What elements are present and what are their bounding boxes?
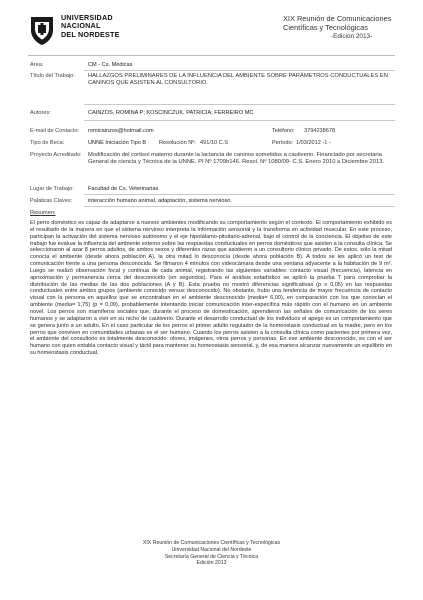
footer-line1: XIX Reunión de Comunicaciones Científicas y Tecnológicas (142, 540, 281, 546)
divider (84, 70, 395, 71)
summary-label: Resumen: (30, 210, 56, 216)
beca-value: UNNE Iniciación Tipo B (88, 140, 147, 146)
authors-label: Autores: (30, 110, 51, 116)
title-value: HALLAZGOS PRELIMINARES DE LA INFLUENCIA DEL AMBIENTE SOBRE PARÁMETROS CONDUCTUALES EN CANINOS QUE ASISTEN AL CONSULTORIO. (88, 73, 388, 86)
area-label: Area: (30, 62, 44, 68)
palabras-value: interacción humano animal, adaptación, sistema nervioso. (88, 198, 232, 204)
university-name (61, 14, 120, 39)
resolucion-value: 491/10 C.S (200, 140, 228, 146)
footer-line4: Edición 2013 (196, 560, 227, 567)
header-divider (28, 55, 395, 56)
area-value: CM - Cs. Médicas (88, 62, 133, 68)
university-name-line2: NACIONAL (61, 21, 101, 31)
title-label: Título del Trabajo: (30, 73, 75, 79)
document-page (28, 12, 395, 590)
palabras-label: Palabras Claves: (30, 198, 73, 204)
resolucion-label: Resolución Nº: (159, 140, 196, 146)
email-label: E-mail de Contacto: (30, 128, 80, 134)
divider (84, 104, 395, 105)
footer-line3: Secretaría General de Ciencia y Técnica (164, 553, 259, 560)
university-name-line1: UNIVERSIDAD (61, 13, 113, 22)
divider (84, 194, 395, 195)
page-header (28, 12, 395, 54)
university-logo-icon (28, 14, 56, 46)
event-title-line2: Científicas y Tecnológicas (283, 23, 368, 32)
divider (84, 120, 395, 121)
summary-text: El perro doméstico es capaz de adaptarse a nuevos ambientes modificando su comportamiento según el contexto. El comportamiento exhibido es el resultado de la manera en que el sistema nervioso interpreta la información sensorial y la transforma en actividad muscular. En este proceso, participan la activación del sistema nervioso autónomo y el eje hipotálamo-pituitario-adrenal, bajo el control de la conciencia. El objetivo de este trabajo fue evaluar la influencia del ambiente externo sobre las respuestas conductuales en perros domésticos que asisten a la consulta clínica. Se seleccionaron al azar 8 perros adultos, de ambos sexos y diferentes razas que asistieron a un consultorio clínico privado. De estos, sólo la mitad conocía el ambiente (desde ahora población A), la otra mitad lo desconocía (desde ahora población B). A todos se les aplicó un test de comunicación frente a una persona desconocida. Se filmaron 4 minutos con videocámara desde una ventana adyacente a la habitación de 9 m². Luego se realizó observación focal y continua de cada animal, registrando las siguientes variables: contacto visual (frecuencia), latencia en aproximación y permanencia cerca del desconocido (en segundos). Para el análisis estadístico se aplicó la prueba T para comprobar la distribución de las medias de las dos poblaciones (A y B). Esta prueba no mostró diferencias significativas (p ≥ 0,05) en las respuestas conductuales entre ambos grupos (ambiente conocido versus desconocido). No obstante, hubo una tendencia de mayor frecuencia de contacto visual con la persona en aquellos que se encontraban en el ambiente desconocido (media= 6,00), en comparación con los que conocían el ambiente (media= 1,75) (p = 0,09), probablemente intentando iniciar comunicación inter-específica más rápido con el humano en un ambiente novel. Los perros son mamíferos sociales que, durante el proceso de domesticación, aprendieron las señales de comunicación de los seres humanos y se adaptaron a vivir en su nicho de cautiverio. Durante el desarrollo conductual de los individuos el apego es un comportamiento que se genera junto a un adulto. En el caso particular de los perros el primer adulto regulador de la homeostasis conductual es la madre, pero en los perros que conviven en comunidades urbanas es el ser humano. Cuando los perros asisten a la consulta clínica como pacientes por primera vez, el ambiente del consultorio es totalmente desconocido: olores, imágenes, otros perros y personas. En ese ambiente desconocido, es con el ser humano con quien entabla contacto visual y táctil para mantener su homeostasis sensorial, y, de esa manera alcanzar nuevamente un equilibrio en su homeostasis conductual. (30, 220, 392, 357)
periodo-label: Período: (272, 140, 294, 146)
event-title (283, 14, 395, 41)
page-footer (28, 540, 395, 567)
lugar-label: Lugar de Trabajo: (30, 186, 74, 192)
event-title-line1: XIX Reunión de Comunicaciones (283, 14, 392, 23)
email-value: romicainzos@hotmail.com (88, 128, 154, 134)
divider (84, 206, 395, 207)
authors-value: CAINZOS, ROMINA P; KOSCINCZUK, PATRICIA; FERREIRO MC (88, 110, 254, 116)
event-edition: -Edición 2013- (331, 33, 373, 40)
proyecto-label: Proyecto Acreditado: (30, 152, 82, 158)
periodo-value: 1/03/2012 -1 - (296, 140, 331, 146)
phone-value: 3794238678 (304, 128, 336, 134)
phone-label: Teléfono: (272, 128, 295, 134)
footer-line2: Universidad Nacional del Nordeste (171, 546, 252, 553)
proyecto-value: Modificación del cortisol materno durante la lactancia de caninos sometidos a cautiverio. Financiado por secretaria General de ciencia y Técnica de la UNNE. PI Nº 1709b146. Resol. Nº 1080/09- C.S. Enero 2010 a Diciembre 2013. (88, 152, 385, 165)
university-name-line3: DEL NORDESTE (61, 29, 120, 39)
beca-label: Tipo de Beca: (30, 140, 65, 146)
lugar-value: Facultad de Cs. Veterinarias (88, 186, 159, 192)
